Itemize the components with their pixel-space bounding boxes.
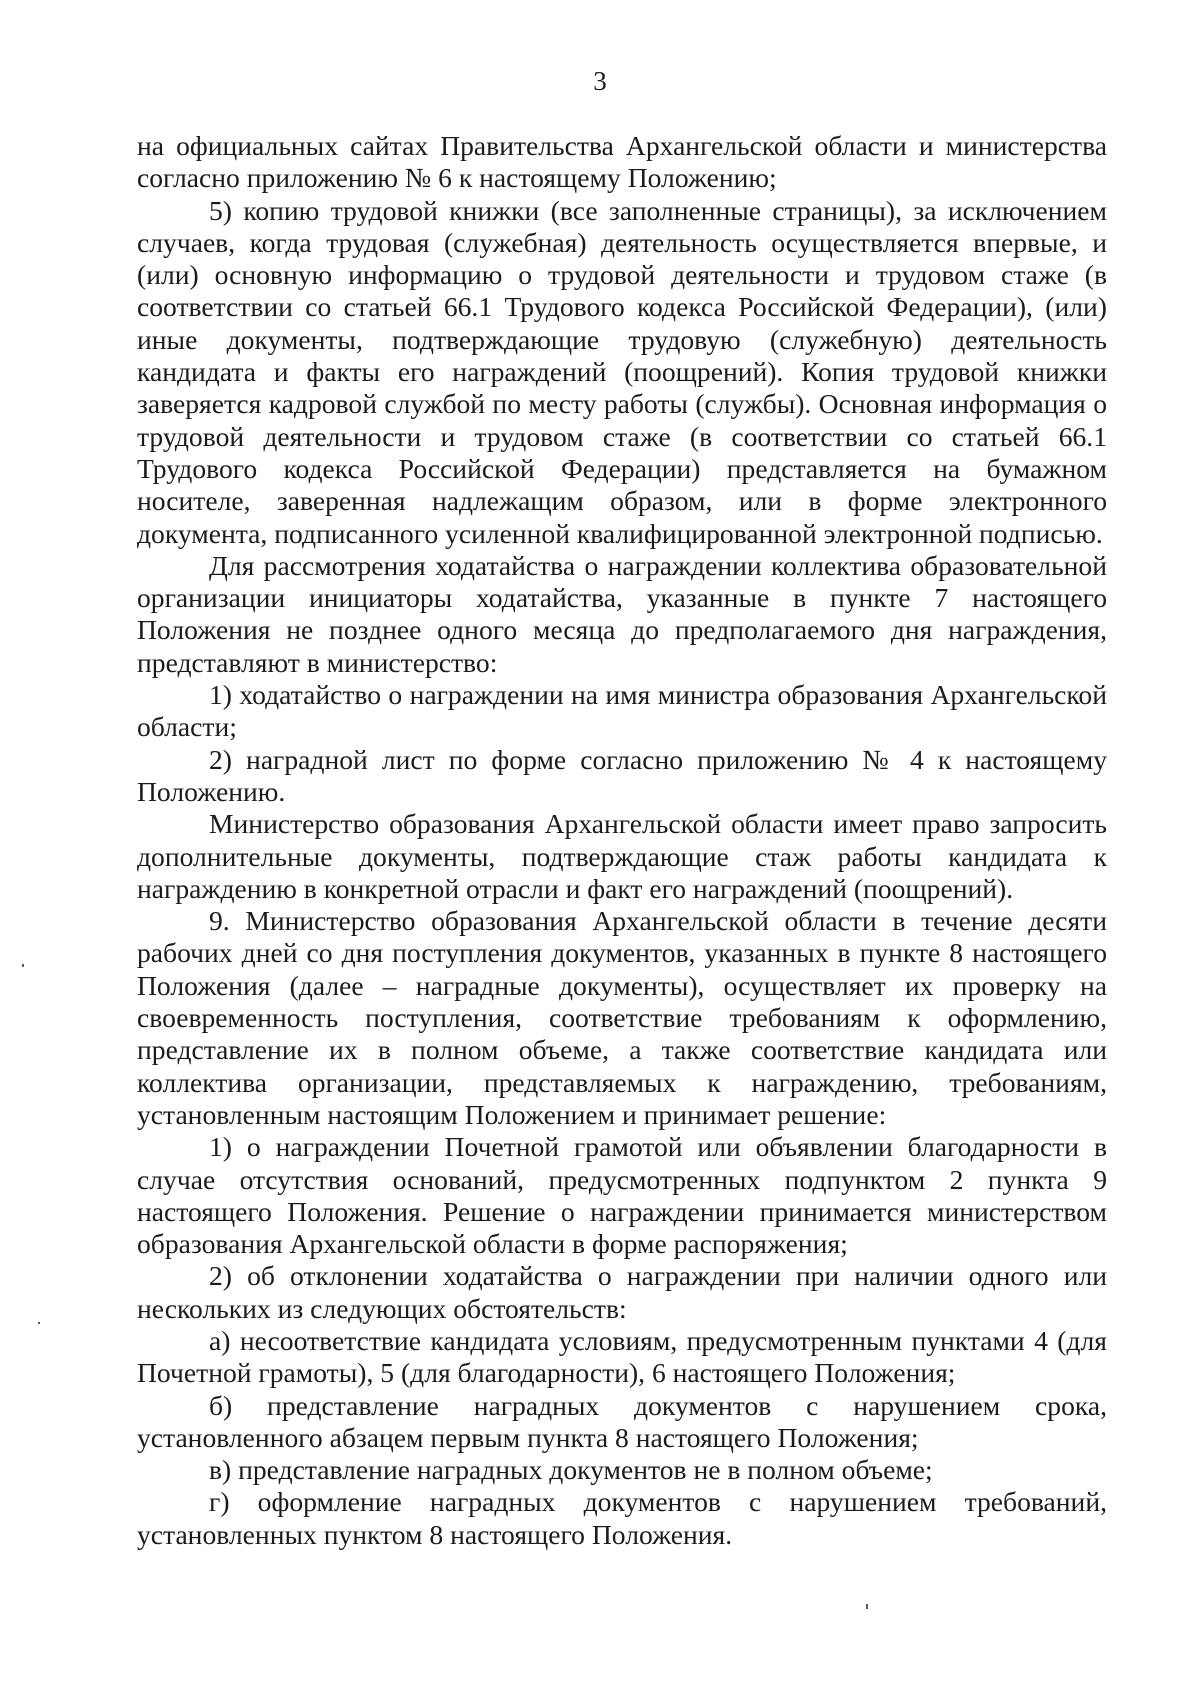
paragraph-item-5-labor-book: 5) копию трудовой книжки (все заполненные страницы), за исключением случаев, когда трудовая (служебная) деятельность осуществляется впервые, и (или) основную информацию о трудовой деятельности и трудовом стаже (в соответствии со статьей 66.1 Трудового кодекса Российской Федерации), (или) иные документы, подтверждающие трудовую (служебную) деятельность кандидата и факты его награждений (поощрений). Копия трудовой книжки заверяется кадровой службой по месту работы (службы). Основная информация о трудовой деятельности и трудовом стаже (в соответствии со статьей 66.1 Трудового кодекса Российской Федерации) представляется на бумажном носителе, заверенная надлежащим образом, или в форме электронного документа, подписанного усиленной квалифицированной электронной подписью. [137, 194, 1107, 549]
scan-speck [866, 1604, 868, 1609]
page-number: 3 [593, 66, 607, 96]
paragraph-decision-2: 2) об отклонении ходатайства о награждении при наличии одного или нескольких из следующих обстоятельств: [137, 1260, 1107, 1324]
paragraph-reason-v: в) представление наградных документов не в полном объеме; [209, 1454, 933, 1486]
scan-speck [22, 964, 24, 967]
document-body [137, 130, 1107, 1551]
paragraph-ministry-request: Министерство образования Архангельской области имеет право запросить дополнительные документы, подтверждающие стаж работы кандидата к награждению в конкретной отрасли и факт его награждений (поощрений). [137, 808, 1107, 904]
paragraph-section-9: 9. Министерство образования Архангельской области в течение десяти рабочих дней со дня поступления документов, указанных в пункте 8 настоящего Положения (далее – наградные документы), осуществляет их проверку на своевременность поступления, соответствие требованиям к оформлению, представление их в полном объеме, а также соответствие кандидата или коллектива организации, представляемых к награждению, требованиям, установленным настоящим Положением и принимает решение: [137, 905, 1107, 1130]
paragraph-reason-b: б) представление наградных документов с нарушением срока, установленного абзацем первым пункта 8 настоящего Положения; [137, 1389, 1107, 1453]
paragraph-decision-1: 1) о награждении Почетной грамотой или объявлении благодарности в случае отсутствия оснований, предусмотренных подпунктом 2 пункта 9 настоящего Положения. Решение о награждении принимается министерством образования Архангельской области в форме распоряжения; [137, 1131, 1107, 1260]
paragraph-reason-a: а) несоответствие кандидата условиям, предусмотренным пунктами 4 (для Почетной грамоты), 5 (для благодарности), 6 настоящего Положения; [137, 1324, 1107, 1389]
paragraph-item-2-award-sheet: 2) наградной лист по форме согласно приложению № 4 к настоящему Положению. [137, 743, 1107, 807]
paragraph-reason-g: г) оформление наградных документов с нарушением требований, установленных пунктом 8 настоящего Положения. [137, 1486, 1107, 1550]
scan-speck [38, 1322, 40, 1324]
paragraph-collective-nomination: Для рассмотрения ходатайства о награждении коллектива образовательной организации инициаторы ходатайства, указанные в пункте 7 настоящего Положения не позднее одного месяца до предполагаемого дня награждения, представляют в министерство: [137, 549, 1107, 678]
paragraph-continuation: на официальных сайтах Правительства Архангельской области и министерства согласно приложению № 6 к настоящему Положению; [137, 130, 1107, 194]
paragraph-item-1-petition: 1) ходатайство о награждении на имя министра образования Архангельской области; [137, 679, 1107, 743]
